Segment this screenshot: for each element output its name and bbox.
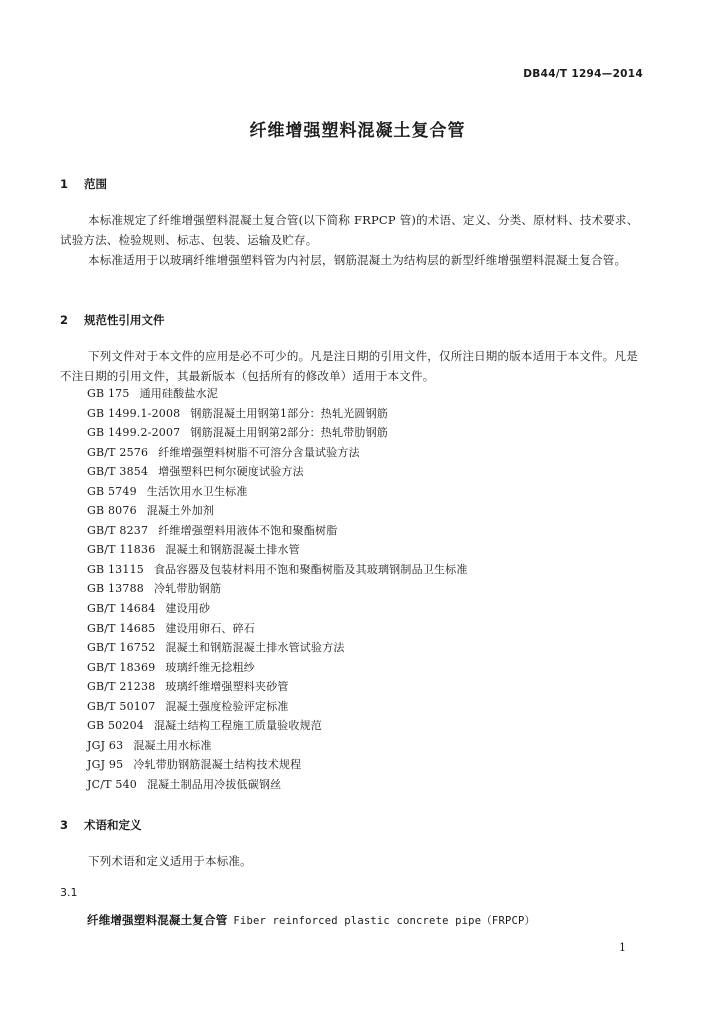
list-item	[87, 521, 468, 541]
clause-number: 3.1	[60, 886, 78, 899]
reference-code: JGJ 95	[87, 758, 124, 772]
list-item	[87, 501, 468, 521]
reference-title: 混凝土制品用冷拔低碳钢丝	[146, 777, 282, 791]
reference-code: GB/T 2576	[87, 445, 149, 459]
reference-title: 建设用卵石、碎石	[165, 621, 256, 635]
document-title: 纤维增强塑料混凝土复合管	[249, 121, 466, 141]
section-3-heading	[60, 817, 142, 833]
reference-title: 玻璃纤维增强塑料夹砂管	[165, 680, 289, 694]
reference-title: 钢筋混凝土用钢第1部分：热轧光圆钢筋	[190, 406, 388, 420]
reference-title: 冷轧带肋钢筋混凝土结构技术规程	[133, 758, 302, 772]
section-2-heading	[60, 312, 165, 328]
section-1-heading	[60, 176, 107, 192]
page-number: 1	[619, 941, 626, 954]
section-2-title: 规范性引用文件	[84, 313, 165, 327]
reference-title: 食品容器及包装材料用不饱和聚酯树脂及其玻璃钢制品卫生标准	[153, 562, 468, 576]
reference-code: GB 50204	[87, 719, 144, 733]
section-1-title: 范围	[84, 177, 107, 191]
list-item	[87, 384, 468, 404]
terms-intro: 下列术语和定义适用于本标准。	[88, 854, 252, 868]
reference-code: GB/T 8237	[87, 523, 149, 537]
list-item	[87, 462, 468, 482]
reference-title: 混凝土外加剂	[146, 504, 214, 518]
reference-code: GB/T 14684	[87, 602, 156, 616]
reference-code: GB 5749	[87, 484, 137, 498]
list-item	[87, 736, 468, 756]
reference-code: GB/T 18369	[87, 660, 156, 674]
reference-title: 增强塑料巴柯尔硬度试验方法	[158, 465, 304, 479]
list-item	[87, 482, 468, 502]
list-item	[87, 404, 468, 424]
reference-code: GB/T 3854	[87, 465, 149, 479]
reference-title: 生活饮用水卫生标准	[146, 484, 248, 498]
term-english: Fiber reinforced plastic concrete pipe（FRPCP）	[233, 915, 536, 927]
reference-code: JGJ 63	[87, 738, 124, 752]
reference-title: 玻璃纤维无捻粗纱	[165, 660, 256, 674]
standard-code: DB44/T 1294—2014	[523, 68, 643, 80]
reference-title: 混凝土和钢筋混凝土排水管	[165, 543, 300, 557]
reference-list	[87, 384, 468, 794]
scope-paragraph-2: 本标准适用于以玻璃纤维增强塑料管为内衬层，钢筋混凝土为结构层的新型纤维增强塑料混凝土复合管。	[88, 253, 627, 267]
reference-code: GB 8076	[87, 504, 137, 518]
list-item	[87, 755, 468, 775]
reference-code: GB 13788	[87, 582, 144, 596]
reference-title: 纤维增强塑料用液体不饱和聚酯树脂	[158, 523, 338, 537]
list-item	[87, 716, 468, 736]
section-1-number: 1	[60, 177, 69, 191]
list-item	[87, 638, 468, 658]
normative-references-intro: 下列文件对于本文件的应用是必不可少的。凡是注日期的引用文件，仅所注日期的版本适用于本文件。凡是不注日期的引用文件，其最新版本（包括所有的修改单）适用于本文件。	[60, 349, 638, 383]
reference-title: 冷轧带肋钢筋	[153, 582, 222, 596]
list-item	[87, 560, 468, 580]
reference-code: GB 13115	[87, 562, 144, 576]
reference-code: GB 1499.1-2008	[87, 406, 181, 420]
reference-title: 建设用砂	[165, 602, 211, 616]
reference-title: 钢筋混凝土用钢第2部分：热轧带肋钢筋	[190, 426, 388, 440]
list-item	[87, 540, 468, 560]
reference-title: 混凝土强度检验评定标准	[165, 699, 289, 713]
list-item	[87, 443, 468, 463]
term-chinese: 纤维增强塑料混凝土复合管	[87, 913, 228, 927]
list-item	[87, 658, 468, 678]
reference-code: GB/T 21238	[87, 680, 156, 694]
term-entry	[87, 912, 535, 928]
reference-code: GB 1499.2-2007	[87, 426, 181, 440]
list-item	[87, 677, 468, 697]
reference-title: 混凝土结构工程施工质量验收规范	[153, 719, 322, 733]
scope-paragraph-1: 本标准规定了纤维增强塑料混凝土复合管(以下简称 FRPCP 管)的术语、定义、分类、原材料、技术要求、试验方法、检验规则、标志、包装、运输及贮存。	[60, 213, 639, 247]
list-item	[87, 619, 468, 639]
reference-code: GB/T 14685	[87, 621, 156, 635]
reference-title: 纤维增强塑料树脂不可溶分含量试验方法	[158, 445, 360, 459]
reference-title: 通用硅酸盐水泥	[139, 387, 218, 400]
reference-title: 混凝土和钢筋混凝土排水管试验方法	[165, 641, 345, 655]
section-2-number: 2	[60, 313, 69, 327]
reference-code: GB/T 11836	[87, 543, 156, 557]
reference-code: JC/T 540	[87, 777, 137, 791]
list-item	[87, 775, 468, 795]
reference-code: GB/T 16752	[87, 641, 156, 655]
reference-code: GB/T 50107	[87, 699, 156, 713]
section-3-title: 术语和定义	[84, 818, 142, 832]
section-3-number: 3	[60, 818, 69, 832]
list-item	[87, 697, 468, 717]
list-item	[87, 423, 468, 443]
reference-title: 混凝土用水标准	[133, 738, 212, 752]
list-item	[87, 579, 468, 599]
list-item	[87, 599, 468, 619]
reference-code: GB 175	[87, 387, 130, 400]
